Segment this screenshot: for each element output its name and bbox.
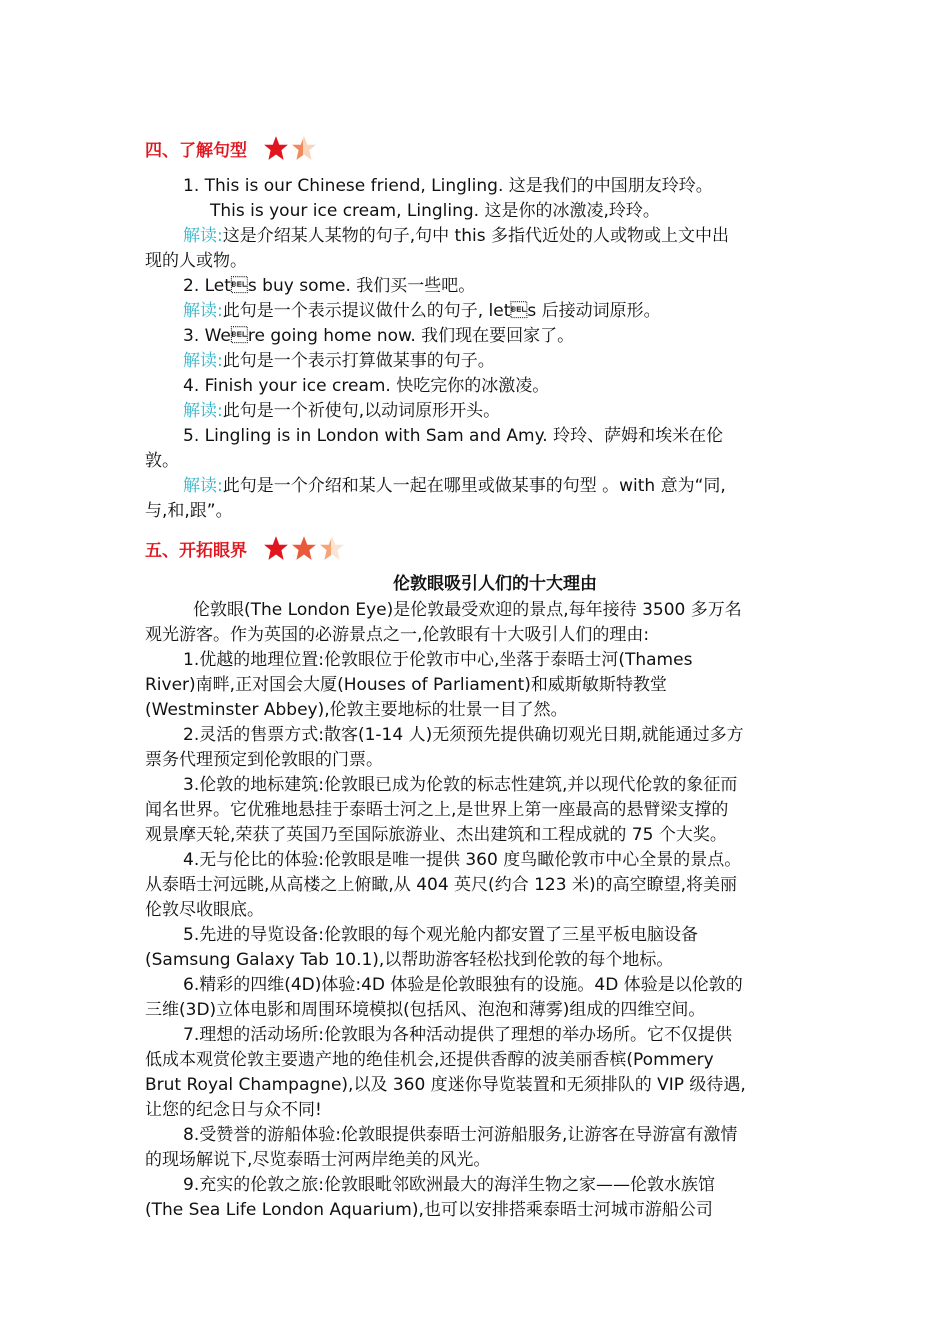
example-sentence-3: 3. Were going home now. 我们现在要回家了。 <box>183 326 575 346</box>
article-line: 闻名世界。它优雅地悬挂于泰晤士河之上,是世界上第一座最高的悬臂梁支撑的 <box>145 800 729 820</box>
article-line: 8.受赞誉的游船体验:伦敦眼提供泰晤士河游船服务,让游客在导游富有激情 <box>183 1125 738 1145</box>
article-line: 票务代理预定到伦敦眼的门票。 <box>145 750 383 770</box>
article-line: 的现场解说下,尽览泰晤士河两岸绝美的风光。 <box>145 1150 491 1170</box>
article-line: 1.优越的地理位置:伦敦眼位于伦敦市中心,坐落于泰晤士河(Thames <box>183 650 693 670</box>
example-sentence-4: 4. Finish your ice cream. 快吃完你的冰激凌。 <box>183 376 550 396</box>
article-line: Brut Royal Champagne),以及 360 度迷你导览装置和无须排队的 VIP 级待遇, <box>145 1075 746 1095</box>
article-line: 5.先进的导览设备:伦敦眼的每个观光舱内都安置了三星平板电脑设备 <box>183 925 698 945</box>
example-sentence-2: 2. Lets buy some. 我们买一些吧。 <box>183 276 476 296</box>
explanation-3: 解读:此句是一个表示打算做某事的句子。 <box>183 351 495 371</box>
explanation-2: 解读:此句是一个表示提议做什么的句子, lets 后接动词原形。 <box>183 301 661 321</box>
article-line: 4.无与伦比的体验:伦敦眼是唯一提供 360 度鸟瞰伦敦市中心全景的景点。 <box>183 850 742 870</box>
star-icon <box>291 535 317 561</box>
explanation-1-cont: 现的人或物。 <box>145 251 247 271</box>
article-line: 观景摩天轮,荣获了英国乃至国际旅游业、杰出建筑和工程成就的 75 个大奖。 <box>145 825 727 845</box>
example-sentence-1b: This is your ice cream, Lingling. 这是你的冰激凌,玲玲。 <box>210 201 660 221</box>
article-line: 三维(3D)立体电影和周围环境模拟(包括风、泡泡和薄雾)组成的四维空间。 <box>145 1000 706 1020</box>
article-line: River)南畔,正对国会大厦(Houses of Parliament)和威斯敏斯特教堂 <box>145 675 667 695</box>
example-sentence-5: 5. Lingling is in London with Sam and Amy. 玲玲、萨姆和埃米在伦 <box>183 426 724 446</box>
difficulty-rating <box>263 535 347 561</box>
article-line: (Westminster Abbey),伦敦主要地标的壮景一目了然。 <box>145 700 568 720</box>
explanation-4: 解读:此句是一个祈使句,以动词原形开头。 <box>183 401 501 421</box>
explanation-1: 解读:这是介绍某人某物的句子,句中 this 多指代近处的人或物或上文中出 <box>183 226 729 246</box>
article-line: 伦敦眼(The London Eye)是伦敦最受欢迎的景点,每年接待 3500 多万名 <box>193 600 742 620</box>
explanation-label: 解读: <box>183 301 223 321</box>
section-5-heading <box>145 533 347 563</box>
article-line: 6.精彩的四维(4D)体验:4D 体验是伦敦眼独有的设施。4D 体验是以伦敦的 <box>183 975 743 995</box>
explanation-label: 解读: <box>183 476 223 496</box>
section-5-title: 五、开拓眼界 <box>145 540 247 561</box>
explanation-5: 解读:此句是一个介绍和某人一起在哪里或做某事的句型 。with 意为“同, <box>183 476 726 496</box>
article-line: (The Sea Life London Aquarium),也可以安排搭乘泰晤士河城市游船公司 <box>145 1200 713 1220</box>
article-line: 2.灵活的售票方式:散客(1-14 人)无须预先提供确切观光日期,就能通过多方 <box>183 725 744 745</box>
explanation-label: 解读: <box>183 351 223 371</box>
section-4-heading <box>145 133 319 163</box>
article-line: (Samsung Galaxy Tab 10.1),以帮助游客轻松找到伦敦的每个地标。 <box>145 950 674 970</box>
article-line: 从泰晤士河远眺,从高楼之上俯瞰,从 404 英尺(约合 123 米)的高空瞭望,将美丽 <box>145 875 737 895</box>
example-sentence-1: 1. This is our Chinese friend, Lingling. 这是我们的中国朋友玲玲。 <box>183 176 713 196</box>
section-4-title: 四、了解句型 <box>145 140 247 161</box>
half-star-icon <box>319 535 345 561</box>
explanation-label: 解读: <box>183 401 223 421</box>
article-line: 7.理想的活动场所:伦敦眼为各种活动提供了理想的举办场所。它不仅提供 <box>183 1025 732 1045</box>
example-sentence-5-cont: 敦。 <box>145 451 179 471</box>
half-star-icon <box>291 135 317 161</box>
article-line: 让您的纪念日与众不同! <box>145 1100 322 1120</box>
star-icon <box>263 135 289 161</box>
article-line: 3.伦敦的地标建筑:伦敦眼已成为伦敦的标志性建筑,并以现代伦敦的象征而 <box>183 775 738 795</box>
article-line: 9.充实的伦敦之旅:伦敦眼毗邻欧洲最大的海洋生物之家——伦敦水族馆 <box>183 1175 715 1195</box>
difficulty-rating <box>263 135 319 161</box>
explanation-5-cont: 与,和,跟”。 <box>145 501 233 521</box>
article-line: 低成本观赏伦敦主要遗产地的绝佳机会,还提供香醇的波美丽香槟(Pommery <box>145 1050 714 1070</box>
article-line: 观光游客。作为英国的必游景点之一,伦敦眼有十大吸引人们的理由: <box>145 625 650 645</box>
star-icon <box>263 535 289 561</box>
article-line: 伦敦尽收眼底。 <box>145 900 264 920</box>
article-title: 伦敦眼吸引人们的十大理由 <box>393 574 597 594</box>
explanation-label: 解读: <box>183 226 223 246</box>
